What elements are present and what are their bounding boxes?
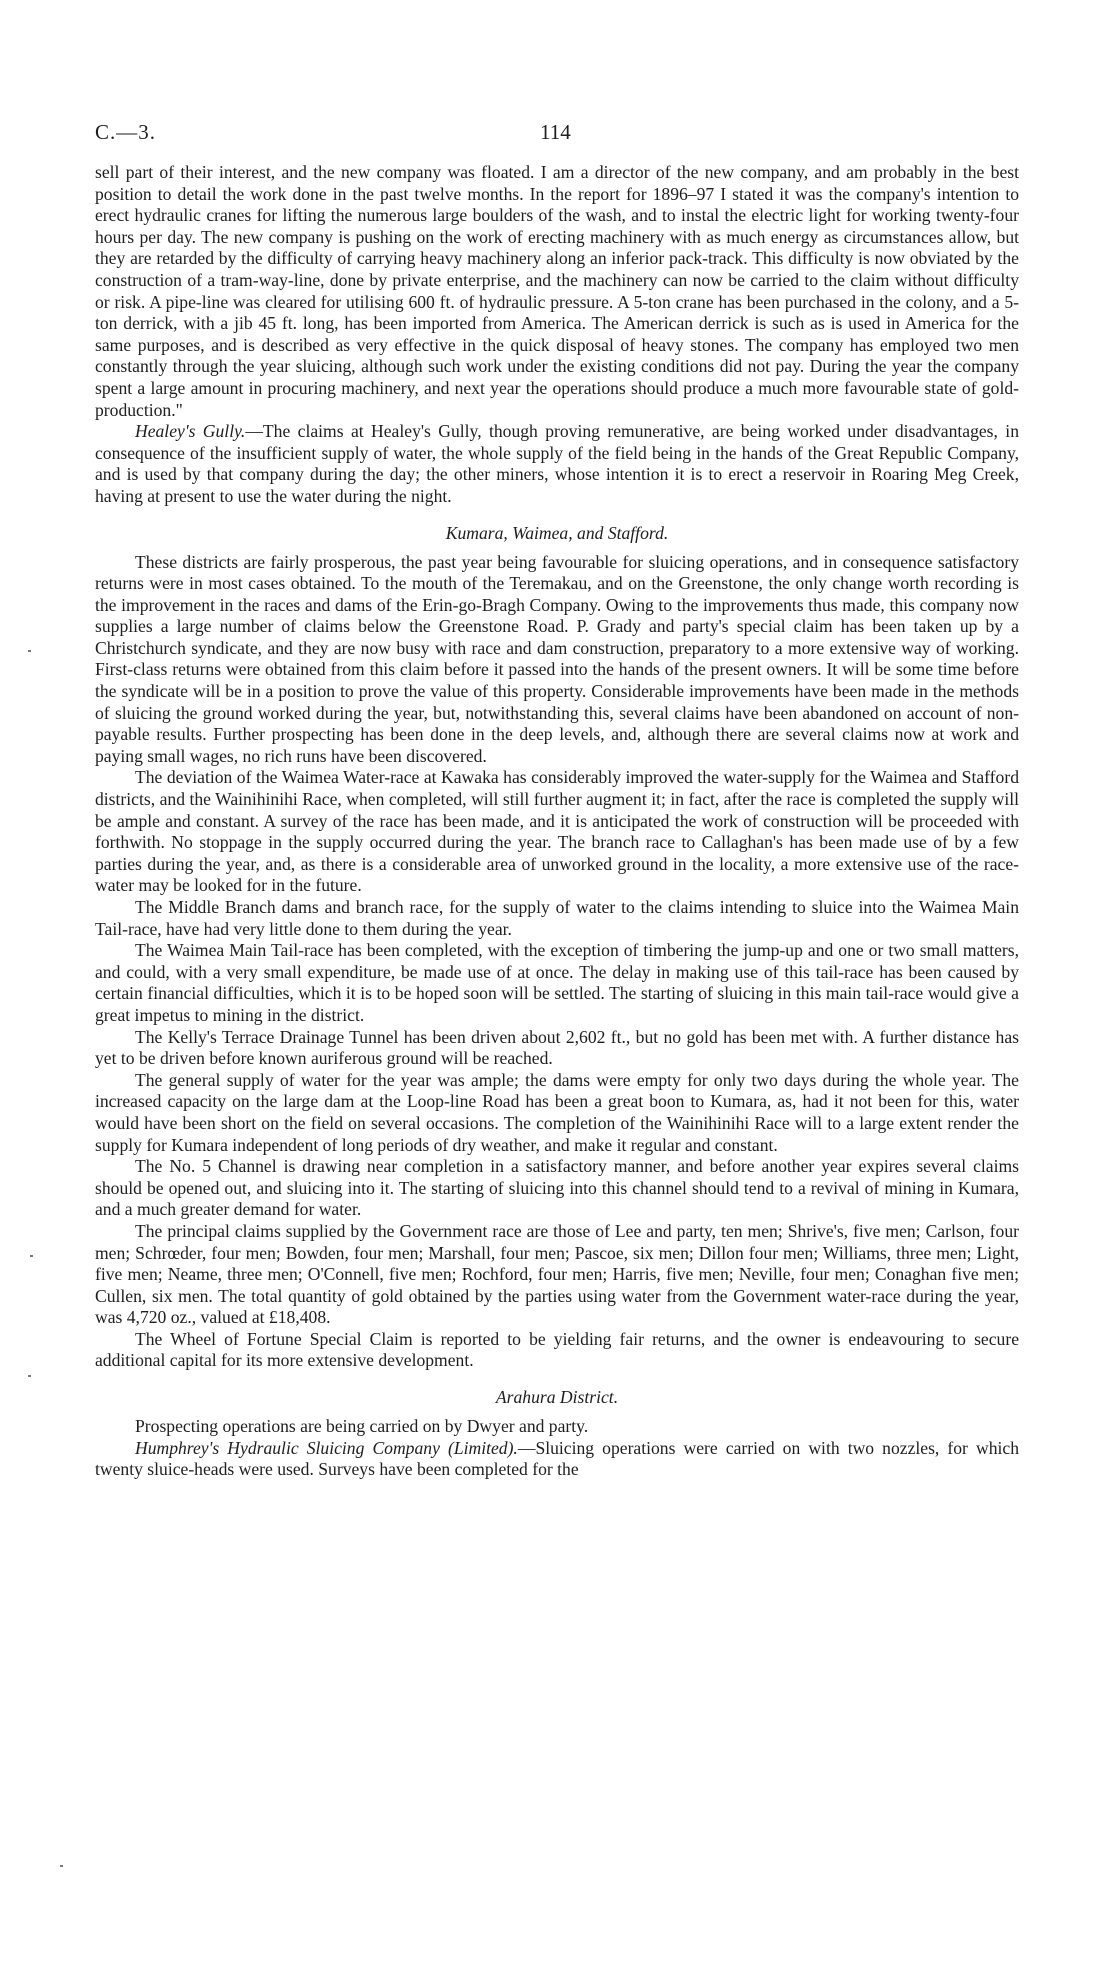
paragraph-text: The Kelly's Terrace Drainage Tunnel has been driven about 2,602 ft., but no gold has been met with. A further distance has yet to be driven before known auriferous ground will be reached.	[95, 1026, 1019, 1069]
paragraph-text: The Wheel of Fortune Special Claim is reported to be yielding fair returns, and the owner is endeavouring to secure additional capital for its more extensive development.	[95, 1328, 1019, 1371]
paragraph-text: Prospecting operations are being carried on by Dwyer and party.	[135, 1416, 589, 1437]
run-in-heading: Healey's Gully.	[135, 421, 246, 442]
paragraph	[95, 552, 1019, 768]
paragraph-text: The deviation of the Waimea Water-race at Kawaka has considerably improved the water-supply for the Waimea and Stafford districts, and the Wainihinihi Race, when completed, will still further augment it; in fact, after the race is completed the supply will be ample and constant. A survey of the race has been made, and it is anticipated the work of construction will be proceeded with forthwith. No stoppage in the supply occurred during the year. The branch race to Callaghan's has been made use of by a few parties during the year, and, as there is a considerable area of unworked ground in the locality, a more extensive use of the race-water may be looked for in the future.	[95, 767, 1019, 896]
paragraph-text: sell part of their interest, and the new company was floated. I am a director of the new company, and am probably in the best position to detail the work done in the past twelve months. In the report for 1896–97 I stated it was the company's intention to erect hydraulic cranes for lifting the numerous large boulders of the wash, and to instal the electric light for working twenty-four hours per day. The new company is pushing on the work of erecting machinery with as much energy as circumstances allow, but they are retarded by the difficulty of carrying heavy machinery along an inferior pack-track. This difficulty is now obviated by the construction of a tram-way-line, done by private enterprise, and the machinery can now be carried to the claim without difficulty or risk. A pipe-line was cleared for utilising 600 ft. of hydraulic pressure. A 5-ton crane has been purchased in the colony, and a 5-ton derrick, with a jib 45 ft. long, has been imported from America. The American derrick is such as is used in America for the same purposes, and is described as very effective in the quick disposal of heavy stones. The company has employed two men constantly through the year sluicing, although such work under the existing conditions did not pay. During the year the company spent a large amount in procuring machinery, and next year the operations should produce a much more favourable state of gold-production."	[95, 162, 1019, 420]
paragraph-text: These districts are fairly prosperous, the past year being favourable for sluicing operations, and in consequence satisfactory returns were in most cases obtained. To the mouth of the Teremakau, and on the Greenstone, the only change worth recording is the improvement in the races and dams of the Erin-go-Bragh Company. Owing to the improvements thus made, this company now supplies a large number of claims below the Greenstone Road. P. Grady and party's special claim has been taken up by a Christchurch syndicate, and they are now busy with race and dam construction, preparatory to a more extensive way of working. First-class returns were obtained from this claim before it passed into the hands of the present owners. It will be some time before the syndicate will be in a position to prove the value of this property. Considerable improvements have been made in the methods of sluicing the ground worked during the year, but, notwithstanding this, several claims have been abandoned on account of non-payable results. Further prospecting has been done in the deep levels, and, although there are several claims now at work and paying small wages, no rich runs have been discovered.	[95, 551, 1019, 766]
paragraph	[95, 767, 1019, 897]
paragraph	[95, 1416, 1019, 1438]
page-number: 114	[540, 120, 571, 144]
paragraph	[95, 897, 1019, 940]
margin-mark	[28, 650, 31, 652]
body-text	[95, 162, 1019, 1481]
paragraph	[95, 1070, 1019, 1156]
paragraph-text: The principal claims supplied by the Government race are those of Lee and party, ten men; Shrive's, five men; Carlson, four men; Schrœder, four men; Bowden, four men; Marshall, four men; Pascoe, six men; Dillon four men; Williams, three men; Light, five men; Neame, three men; O'Connell, five men; Rochford, four men; Harris, five men; Neville, four men; Conaghan five men; Cullen, six men. The total quantity of gold obtained by the parties using water from the Government water-race during the year, was 4,720 oz., valued at £18,408.	[95, 1220, 1019, 1328]
paragraph	[95, 1438, 1019, 1481]
paragraph	[95, 1027, 1019, 1070]
margin-mark	[60, 1865, 63, 1867]
page-content	[95, 120, 1019, 1481]
section-heading: Arahura District.	[495, 1387, 619, 1408]
paragraph	[95, 1221, 1019, 1329]
page-header	[95, 120, 1019, 154]
paragraph	[95, 421, 1019, 507]
paragraph-text: The general supply of water for the year was ample; the dams were empty for only two days during the whole year. The increased capacity on the large dam at the Loop-line Road has been a great boon to Kumara, as, had it not been for this, water would have been short on the field on several occasions. The completion of the Wainihinihi Race will to a large extent render the supply for Kumara independent of long periods of dry weather, and make it regular and constant.	[95, 1069, 1019, 1155]
section-heading: Kumara, Waimea, and Stafford.	[445, 522, 669, 543]
paragraph-text: The Middle Branch dams and branch race, for the supply of water to the claims intending to sluice into the Waimea Main Tail-race, have had very little done to them during the year.	[95, 897, 1019, 939]
document-reference: C.—3.	[95, 120, 157, 144]
paragraph-text: —Sluicing operations were carried on with two nozzles, for which twenty sluice-heads were used. Surveys have been completed for the	[95, 1437, 1019, 1480]
paragraph-text: The Waimea Main Tail-race has been completed, with the exception of timbering the jump-up and one or two small matters, and could, with a very small expenditure, be made use of at once. The delay in making use of this tail-race has been caused by certain financial difficulties, which it is to be hoped soon will be settled. The starting of sluicing in this main tail-race would give a great impetus to mining in the district.	[95, 940, 1019, 1025]
paragraph	[95, 1329, 1019, 1372]
paragraph-text: —The claims at Healey's Gully, though proving remunerative, are being worked under disadvantages, in consequence of the insufficient supply of water, the whole supply of the field being in the hands of the Great Republic Company, and is used by that company during the day; the other miners, whose intention it is to erect a reservoir in Roaring Meg Creek, having at present to use the water during the night.	[95, 421, 1019, 506]
margin-mark	[28, 1375, 31, 1377]
paragraph	[95, 940, 1019, 1026]
run-in-heading: Humphrey's Hydraulic Sluicing Company (Limited).	[135, 1437, 518, 1458]
margin-mark	[30, 1255, 33, 1257]
paragraph-text: The No. 5 Channel is drawing near completion in a satisfactory manner, and before another year expires several claims should be opened out, and sluicing into it. The starting of sluicing into this channel should tend to a revival of mining in Kumara, and a much greater demand for water.	[95, 1156, 1019, 1220]
paragraph	[95, 1156, 1019, 1221]
paragraph	[95, 162, 1019, 421]
